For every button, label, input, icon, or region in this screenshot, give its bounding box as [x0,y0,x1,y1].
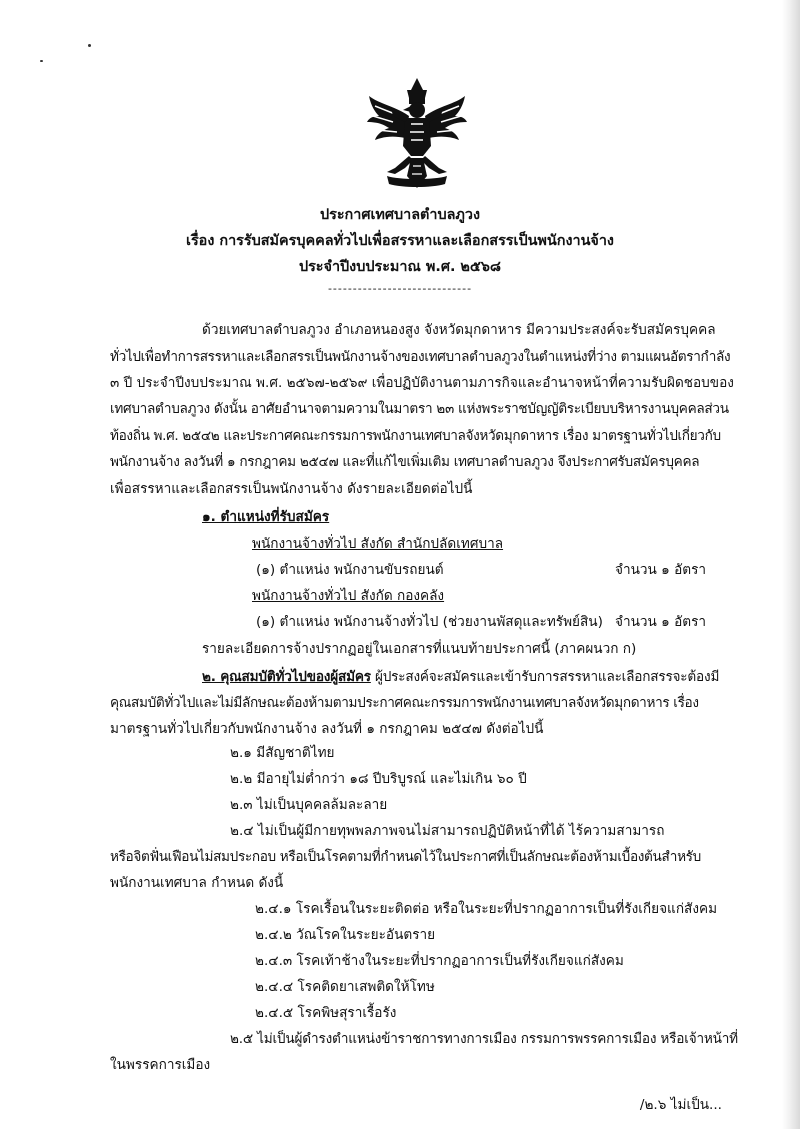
intro-line: ทั่วไปเพื่อทำการสรรหาและเลือกสรรเป็นพนักงานจ้างของเทศบาลตำบลภูวงในตำแหน่งที่ว่าง ตามแผนอัตรากำลัง [110,349,731,365]
qualification-item: ๒.๕ ไม่เป็นผู้ดำรงตำแหน่งข้าราชการทางการเมือง กรรมการพรรคการเมือง หรือเจ้าหน้าที่ [230,1031,738,1047]
announcement-subject: เรื่อง การรับสมัครบุคคลทั่วไปเพื่อสรรหาและเลือกสรรเป็นพนักงานจ้าง [186,233,614,249]
qualification-item: ๒.๔ ไม่เป็นผู้มีกายทุพพลภาพจนไม่สามารถปฏิบัติหน้าที่ได้ ไร้ความสามารถ [230,823,665,839]
position-group: พนักงานจ้างทั่วไป สังกัด กองคลัง [252,588,445,604]
scan-speck [40,60,43,62]
qualification-item: ๒.๑ มีสัญชาติไทย [230,745,335,761]
intro-line: เพื่อสรรหาและเลือกสรรเป็นพนักงานจ้าง ดังรายละเอียดต่อไปนี้ [110,481,473,497]
intro-line: พนักงานจ้าง ลงวันที่ ๑ กรกฎาคม ๒๕๔๗ และที่แก้ไขเพิ่มเติม เทศบาลตำบลภูวง จึงประกาศรับสมัครบุคคล [110,454,700,470]
intro-line: เทศบาลตำบลภูวง ดังนั้น อาศัยอำนาจตามความในมาตรา ๒๓ แห่งพระราชบัญญัติระเบียบบริหารงานบุคคลส่วน [110,401,729,417]
position-group: พนักงานจ้างทั่วไป สังกัด สำนักปลัดเทศบาล [252,536,504,552]
section2-heading: ๒. คุณสมบัติทั่วไปของผู้สมัคร [202,669,371,685]
title-rule: ----------------------------- [327,282,473,295]
garuda-emblem [365,76,469,194]
qualification-continued: หรือจิตฟั่นเฟือนไม่สมประกอบ หรือเป็นโรคตามที่กำหนดไว้ในประกาศที่เป็นลักษณะต้องห้ามเบื้องต้นสำหรับ [110,849,701,865]
intro-line: ด้วยเทศบาลตำบลภูวง อำเภอหนองสูง จังหวัดมุกดาหาร มีความประสงค์จะรับสมัครบุคคล [202,322,716,338]
section2-lead: ผู้ประสงค์จะสมัครและเข้ารับการสรรหาและเลือกสรรจะต้องมี [370,669,720,685]
announcement-title: ประกาศเทศบาลตำบลภูวง [319,207,481,223]
position-item: (๑) ตำแหน่ง พนักงานจ้างทั่วไป (ช่วยงานพัสดุและทรัพย์สิน) [256,614,603,630]
fiscal-year: ประจำปีงบประมาณ พ.ศ. ๒๕๖๘ [298,259,502,275]
qualification-item: ๒.๓ ไม่เป็นบุคคลล้มละลาย [230,797,388,813]
section2-first-line [202,668,719,686]
section1-heading: ๑. ตำแหน่งที่รับสมัคร [202,509,330,525]
scan-speck [88,44,91,47]
disease-item: ๒.๔.๓ โรคเท้าช้างในระยะที่ปรากฏอาการเป็นที่รังเกียจแก่สังคม [255,953,624,969]
section2-line: คุณสมบัติทั่วไปและไม่มีลักษณะต้องห้ามตามประกาศคณะกรรมการพนักงานเทศบาลจังหวัดมุกดาหาร เรื่อง [110,695,699,711]
scan-edge-shadow [782,0,800,1129]
disease-item: ๒.๔.๕ โรคพิษสุราเรื้อรัง [255,1005,397,1021]
intro-line: ๓ ปี ประจำปีงบประมาณ พ.ศ. ๒๕๖๗-๒๕๖๙ เพื่อปฏิบัติงานตามภารกิจและอำนาจหน้าที่ความรับผิดชอบของ [110,375,734,391]
position-count: จำนวน ๑ อัตรา [614,562,706,578]
position-count: จำนวน ๑ อัตรา [614,614,706,630]
qualification-item: ๒.๒ มีอายุไม่ต่ำกว่า ๑๘ ปีบริบูรณ์ และไม่เกิน ๖๐ ปี [230,771,527,787]
qualification-continued: ในพรรคการเมือง [110,1057,211,1073]
section2-line: มาตรฐานทั่วไปเกี่ยวกับพนักงานจ้าง ลงวันที่ ๑ กรกฎาคม ๒๕๔๗ ดังต่อไปนี้ [110,721,544,737]
intro-line: ท้องถิ่น พ.ศ. ๒๕๔๒ และประกาศคณะกรรมการพนักงานเทศบาลจังหวัดมุกดาหาร เรื่อง มาตรฐานทั่วไปเกี่ยวกับ [110,428,721,444]
position-item: (๑) ตำแหน่ง พนักงานขับรถยนต์ [256,562,444,578]
disease-item: ๒.๔.๔ โรคติดยาเสพติดให้โทษ [255,979,435,995]
appendix-note: รายละเอียดการจ้างปรากฏอยู่ในเอกสารที่แนบท้ายประกาศนี้ (ภาคผนวก ก) [202,641,637,657]
continued-marker: /๒.๖ ไม่เป็น... [639,1097,722,1113]
qualification-continued: พนักงานเทศบาล กำหนด ดังนี้ [110,875,284,891]
disease-item: ๒.๔.๒ วัณโรคในระยะอันตราย [255,927,436,943]
disease-item: ๒.๔.๑ โรคเรื้อนในระยะติดต่อ หรือในระยะที่ปรากฏอาการเป็นที่รังเกียจแก่สังคม [255,901,718,917]
